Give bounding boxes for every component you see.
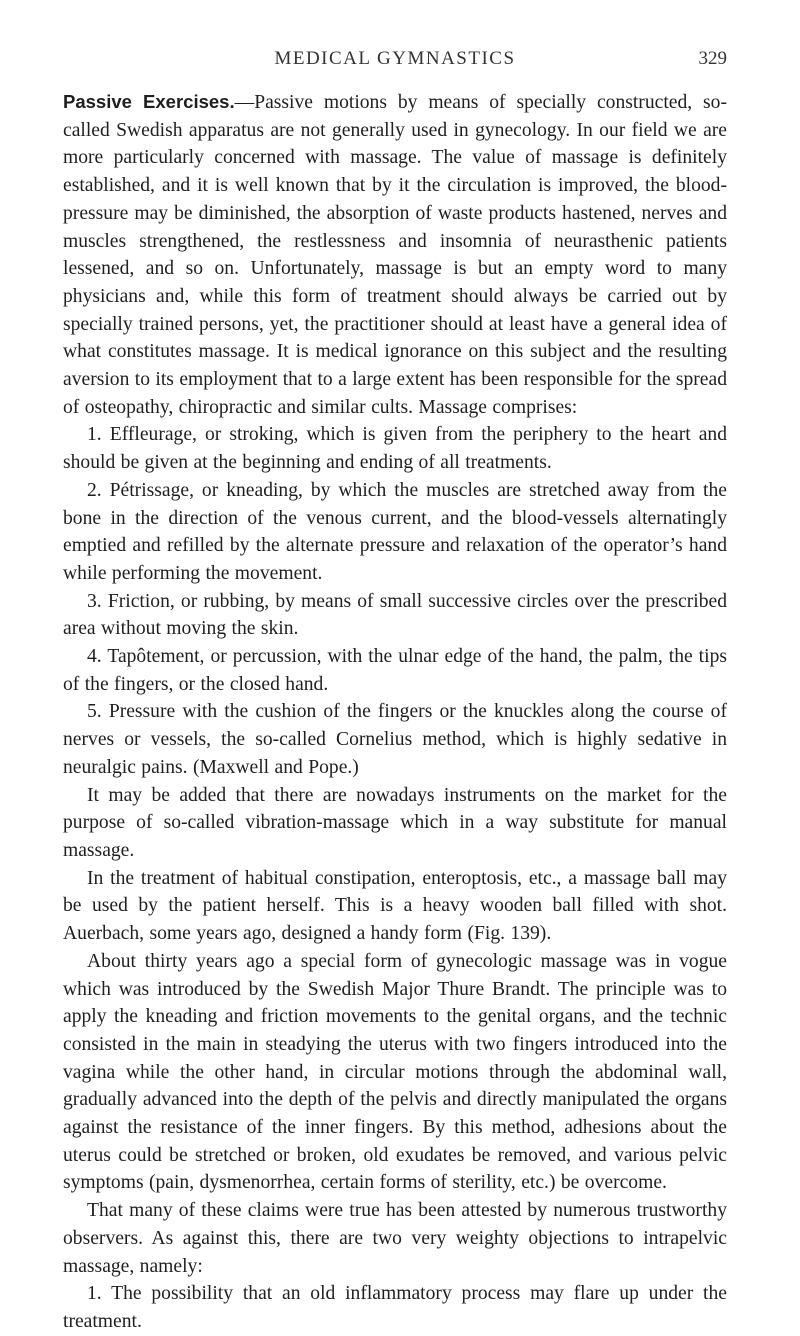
section-heading: Passive Exercises. [63,91,235,112]
paragraph: About thirty years ago a special form of gynecologic massage was in vogue which was introduced by the Swedish Major Thure Brandt. The principle was to apply the kneading and friction movements to the genital organs, and the technic consisted in the main in steadying the uterus with two fingers introduced into the vagina while the other hand, in circular motions through the abdominal wall, gradually advanced into the depth of the pelvis and directly manipulated the organs against the resistance of the inner fingers. By this method, adhesions about the uterus could be stretched or broken, old exudates be removed, and various pelvic symptoms (pain, dysmenorrhea, certain forms of sterility, etc.) be overcome. [63,950,727,1194]
page-number: 329 [698,48,727,69]
list-item: 1. The possibility that an old inflammatory process may flare up under the treatment. [63,1283,727,1332]
paragraph: It may be added that there are nowadays instruments on the market for the purpose of so-called vibration-massage which in a way substitute for manual massage. [63,784,727,861]
book-page [63,48,727,1336]
paragraph: In the treatment of habitual constipation, enteroptosis, etc., a massage ball may be used by the patient herself. This is a heavy wooden ball filled with shot. Auerbach, some years ago, designed a handy form (Fig. 139). [63,867,727,945]
section-intro: —Passive motions by means of specially constructed, so-called Swedish apparatus are not generally used in gynecology. In our field we are more particularly concerned with massage. The value of massage is definitely established, and it is well known that by it the circulation is improved, the blood-pressure may be diminished, the absorption of waste products hastened, nerves and muscles strengthened, the restlessness and insomnia of neurasthenic patients lessened, and so on. Unfortunately, massage is but an empty word to many physicians and, while this form of treatment should always be carried out by specially trained persons, yet, the practitioner should at least have a general idea of what constitutes massage. It is medical ignorance on this subject and the resulting aversion to its employment that to a large extent has been responsible for the spread of osteopathy, chiropractic and similar cults. Massage comprises: [63,92,727,418]
list-item: 2. Pétrissage, or kneading, by which the muscles are stretched away from the bone in the direction of the venous current, and the blood-vessels alternatingly emptied and refilled by the alternate pressure and relaxation of the operator’s hand while performing the movement. [63,479,727,584]
running-title: MEDICAL GYMNASTICS [274,48,516,69]
list-item: 3. Friction, or rubbing, by means of small successive circles over the prescribed area without moving the skin. [63,590,727,640]
paragraph: That many of these claims were true has been attested by numerous trustworthy observers. As against this, there are two very weighty objections to intrapelvic massage, namely: [63,1200,727,1277]
list-item: 1. Effleurage, or stroking, which is given from the periphery to the heart and should be given at the beginning and ending of all treatments. [63,424,727,474]
list-item: 4. Tapôtement, or percussion, with the ulnar edge of the hand, the palm, the tips of the fingers, or the closed hand. [63,646,727,695]
body-text [63,88,727,1336]
running-header [63,48,727,88]
section-paragraph [63,88,727,421]
list-item: 5. Pressure with the cushion of the fingers or the knuckles along the course of nerves or vessels, the so-called Cornelius method, which is highly sedative in neuralgic pains. (Maxwell and Pope.) [63,701,727,778]
